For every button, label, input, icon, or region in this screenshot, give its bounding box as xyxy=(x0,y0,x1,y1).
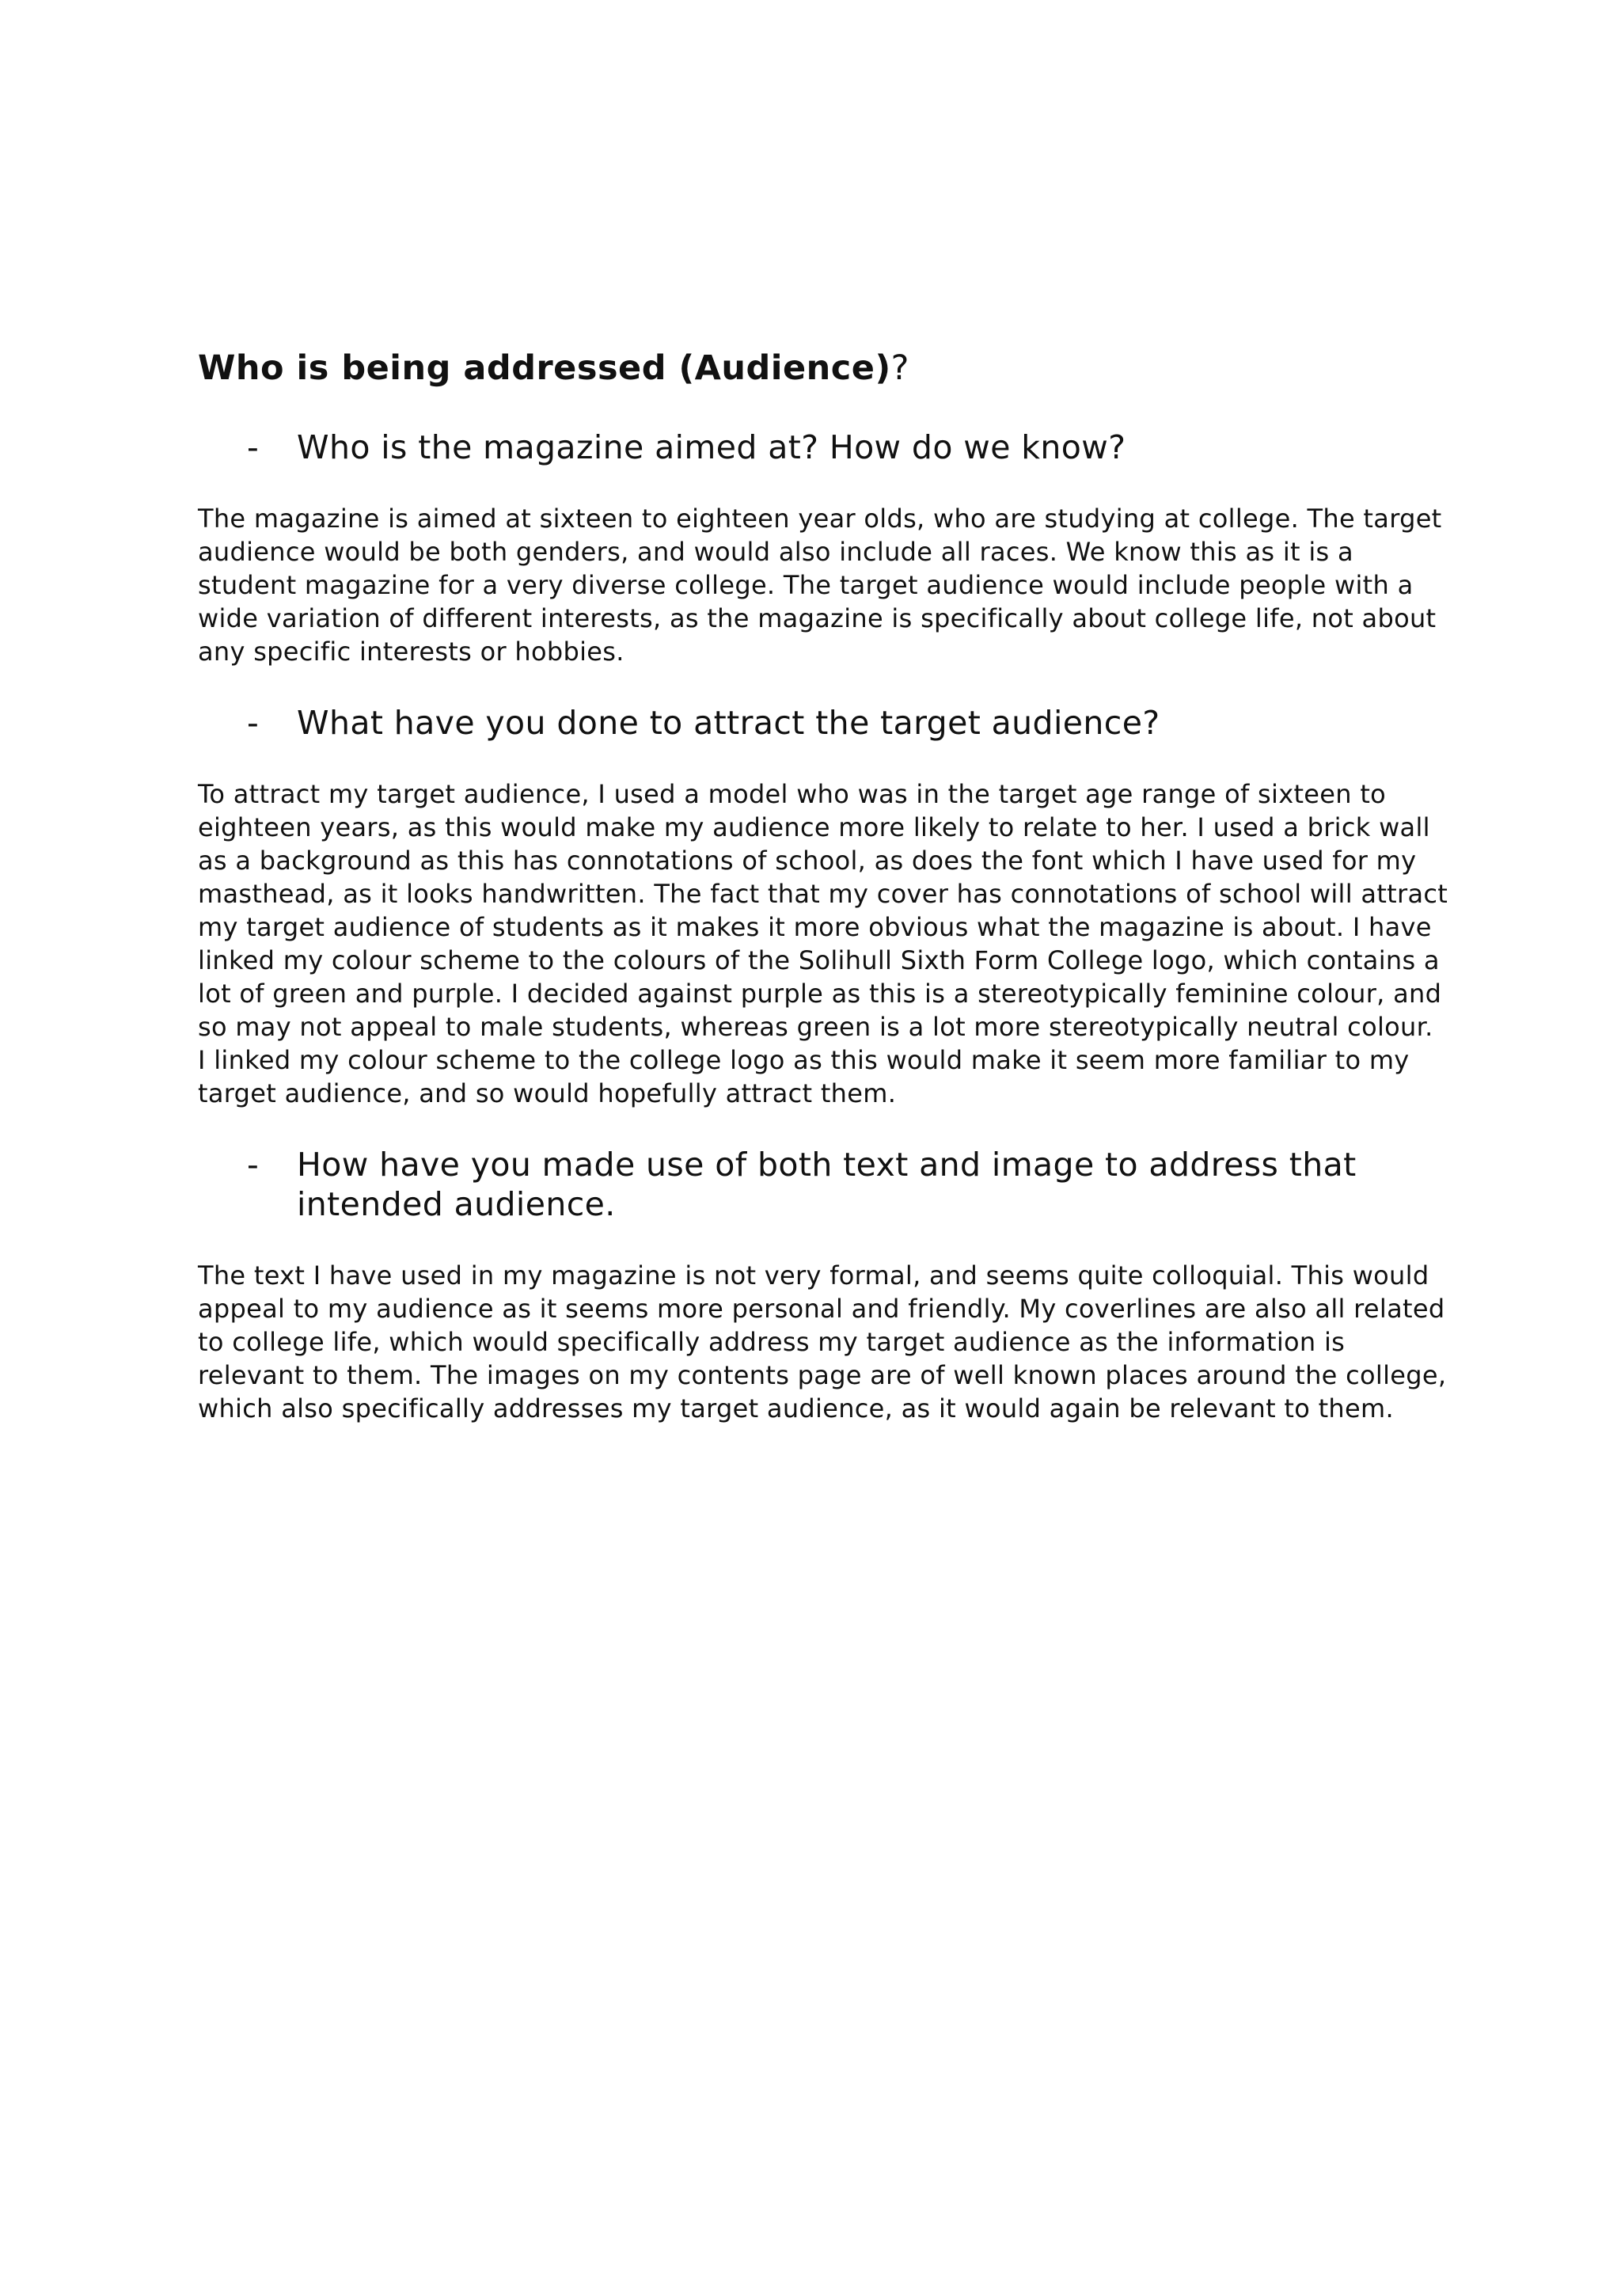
answer-3: The text I have used in my magazine is not very formal, and seems quite colloquial. This would appeal to my audience as it seems more personal and friendly. My coverlines are also all related to college life, which would specifically address my target audience as the information is relevant to them. The images on my contents page are of well known places around the college, which also specifically addresses my target audience, as it would again be relevant to them. xyxy=(198,1260,1447,1424)
bullet-dash: - xyxy=(247,1145,260,1184)
answer-1: The magazine is aimed at sixteen to eighteen year olds, who are studying at college. The target audience would be both genders, and would also include all races. We know this as it is a student magazine for a very diverse college. The target audience would include people with a wide variation of different interests, as the magazine is specifically about college life, not about any specific interests or hobbies. xyxy=(198,503,1442,667)
document-page xyxy=(198,348,1448,1425)
page-title-bold: Who is being addressed (Audience) xyxy=(198,348,891,388)
question-3-text: How have you made use of both text and image to address that intended audience. xyxy=(297,1145,1357,1223)
bullet-dash: - xyxy=(247,428,260,466)
question-2 xyxy=(198,703,1448,743)
question-2-text: What have you done to attract the target audience? xyxy=(297,703,1160,742)
question-1-text: Who is the magazine aimed at? How do we know? xyxy=(297,428,1126,466)
page-title-suffix: ? xyxy=(890,348,909,388)
question-3 xyxy=(198,1145,1448,1224)
page-title xyxy=(198,348,1448,390)
question-1 xyxy=(198,428,1448,467)
answer-2: To attract my target audience, I used a model who was in the target age range of sixteen to eighteen years, as this would make my audience more likely to relate to her. I used a brick wall as a background as this has connotations of school, as does the font which I have used for my masthead, as it looks handwritten. The fact that my cover has connotations of school will attract my target audience of students as it makes it more obvious what the magazine is about. I have linked my colour scheme to the colours of the Solihull Sixth Form College logo, which contains a lot of green and purple. I decided against purple as this is a stereotypically feminine colour, and so may not appeal to male students, whereas green is a lot more stereotypically neutral colour. I linked my colour scheme to the college logo as this would make it seem more familiar to my target audience, and so would hopefully attract them. xyxy=(198,778,1448,1108)
bullet-dash: - xyxy=(247,703,260,742)
